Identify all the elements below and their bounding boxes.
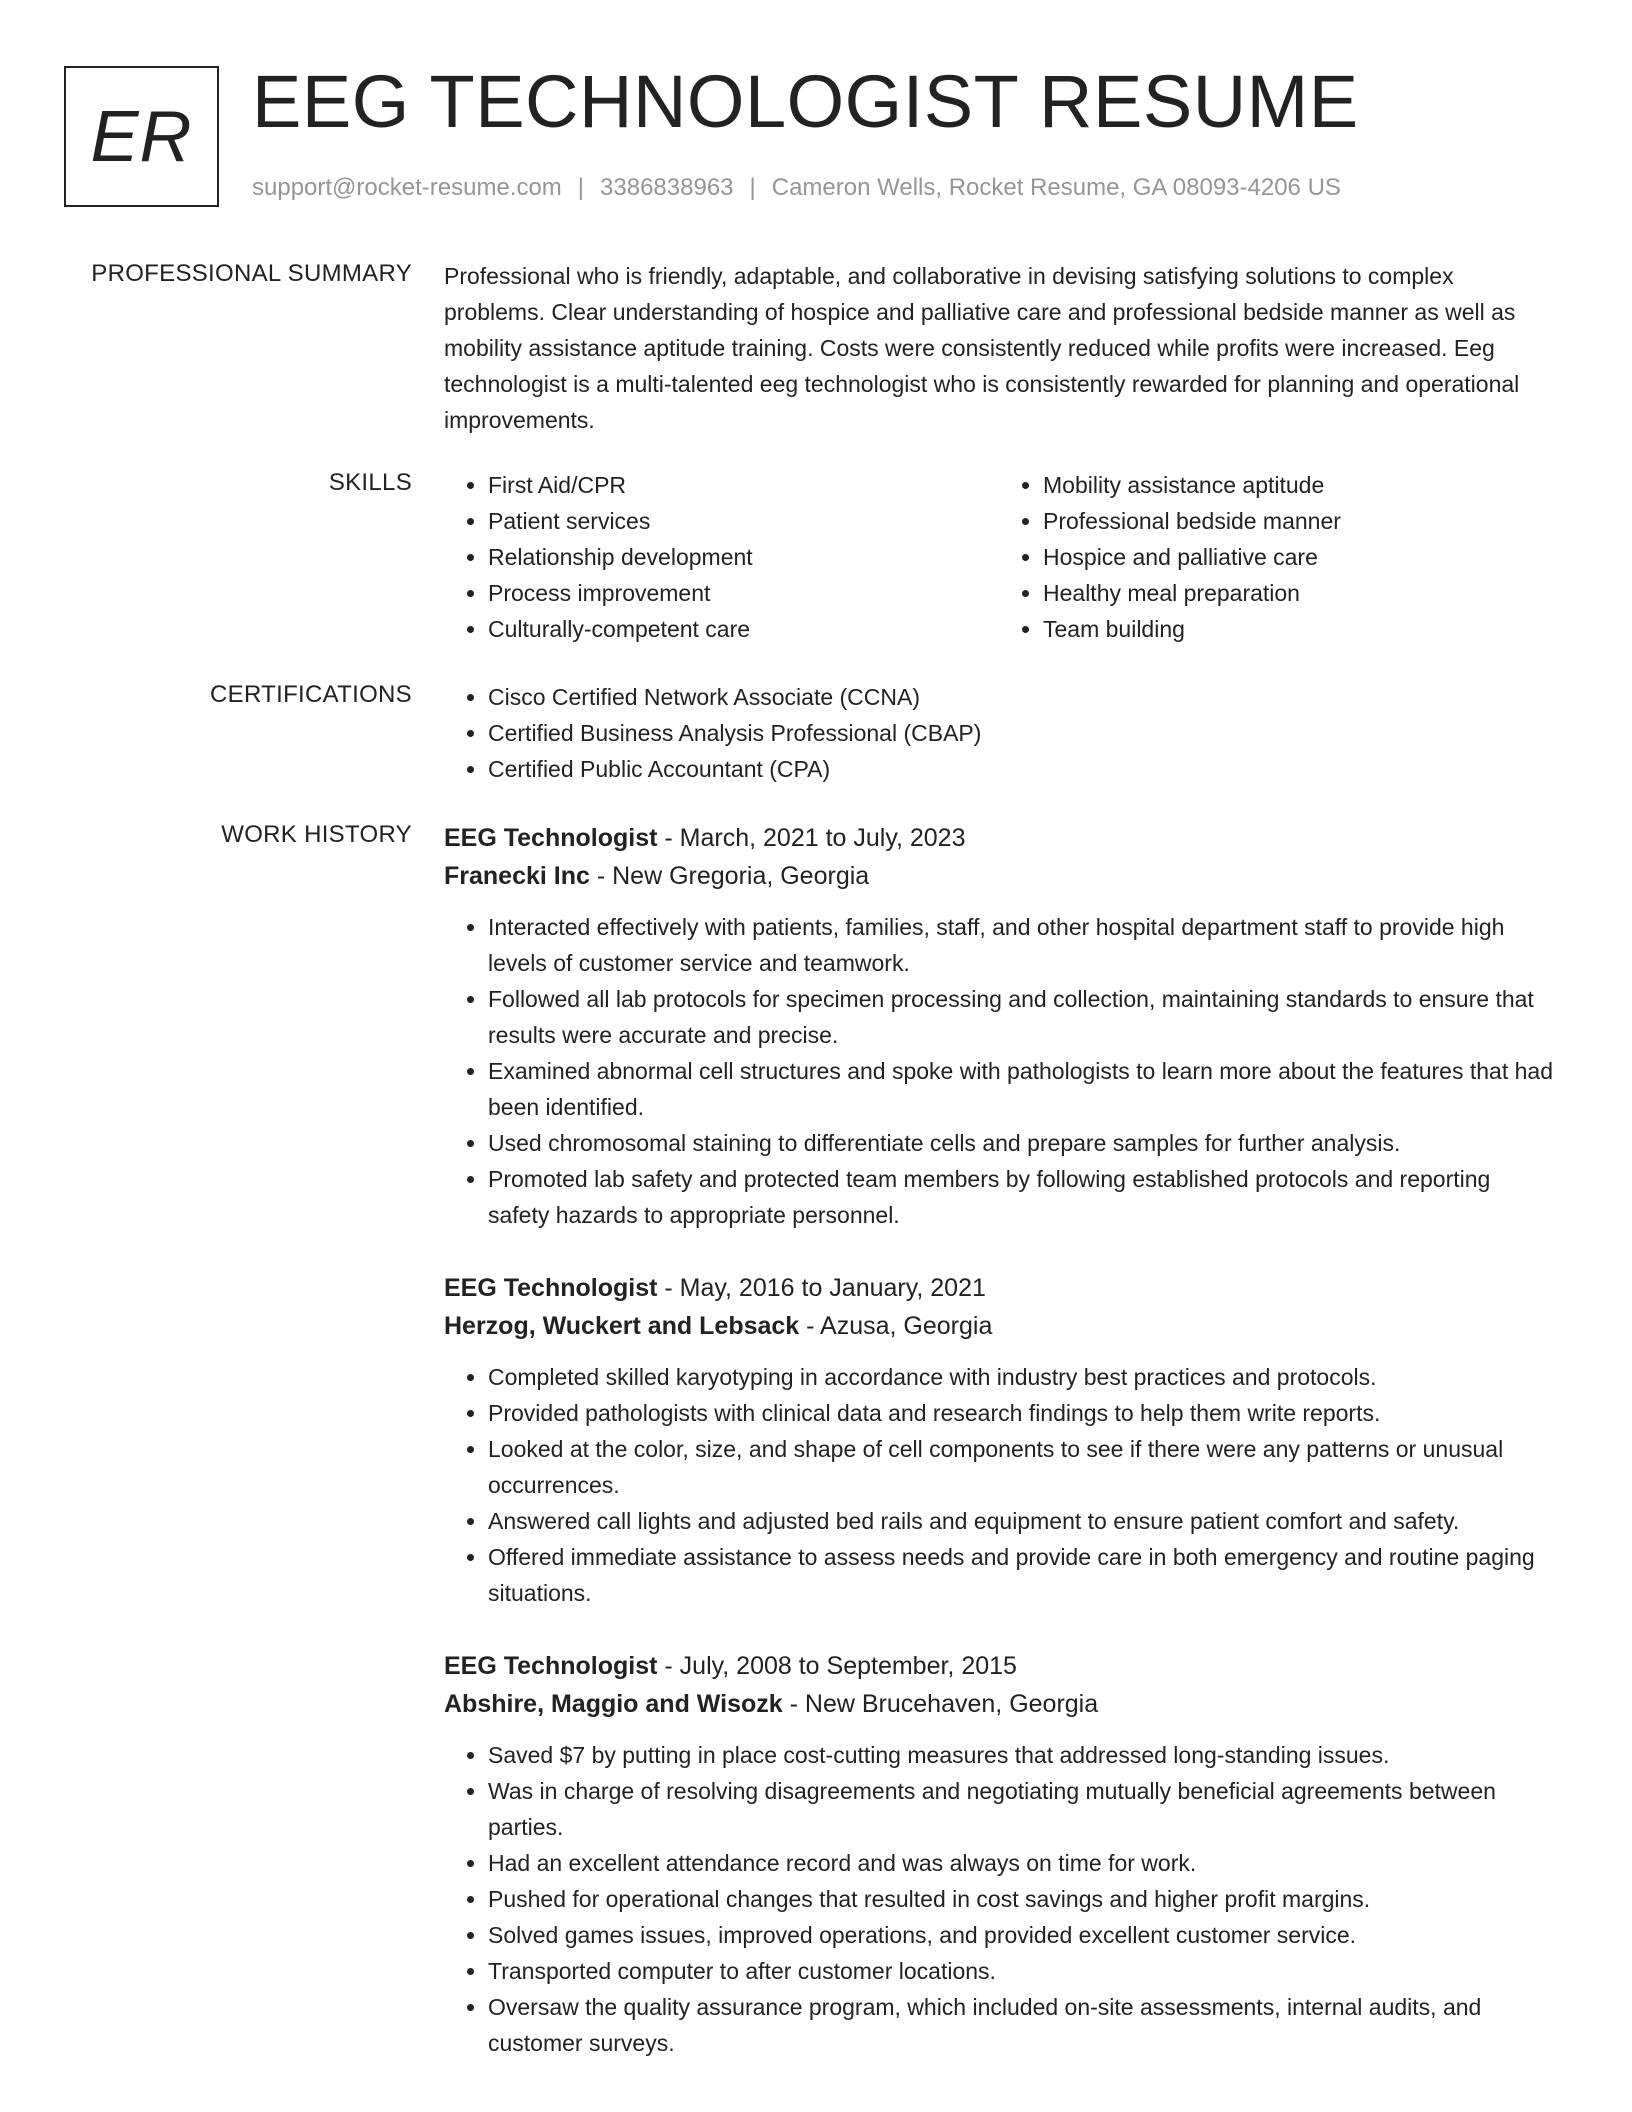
job-company: Franecki Inc bbox=[444, 862, 590, 890]
skills-list-right bbox=[999, 467, 1554, 647]
list-item: • Team building bbox=[1043, 611, 1554, 647]
list-item: • Process improvement bbox=[488, 575, 999, 611]
work-history-body bbox=[444, 819, 1554, 2097]
job-entry bbox=[444, 1647, 1554, 2061]
job-location: - Azusa, Georgia bbox=[799, 1312, 993, 1340]
job-location: - New Gregoria, Georgia bbox=[589, 862, 870, 890]
list-item: • Examined abnormal cell structures and spoke with pathologists to learn more about the features that had been identified. bbox=[488, 1053, 1554, 1125]
list-item: • Healthy meal preparation bbox=[1043, 575, 1554, 611]
job-location: - New Brucehaven, Georgia bbox=[782, 1690, 1099, 1718]
list-item: • First Aid/CPR bbox=[488, 467, 999, 503]
job-company-line bbox=[444, 1307, 1554, 1345]
contact-email: support@rocket-resume.com bbox=[252, 174, 562, 201]
list-item: • Promoted lab safety and protected team members by following established protocols and reporting safety hazards to appropriate personnel. bbox=[488, 1161, 1554, 1233]
list-item: • Oversaw the quality assurance program, which included on-site assessments, internal audits, and customer surveys. bbox=[488, 1989, 1554, 2061]
list-item: • Hospice and palliative care bbox=[1043, 539, 1554, 575]
job-entry bbox=[444, 819, 1554, 1233]
list-item: • Saved $7 by putting in place cost-cutting measures that addressed long-standing issues. bbox=[488, 1737, 1554, 1773]
list-item: • Offered immediate assistance to assess needs and provide care in both emergency and routine paging situations. bbox=[488, 1539, 1554, 1611]
job-company-line bbox=[444, 1685, 1554, 1723]
list-item: • Looked at the color, size, and shape of cell components to see if there were any patterns or unusual occurrences. bbox=[488, 1431, 1554, 1503]
job-dates: - May, 2016 to January, 2021 bbox=[657, 1274, 986, 1302]
summary-body bbox=[444, 258, 1554, 438]
list-item: • Solved games issues, improved operations, and provided excellent customer service. bbox=[488, 1917, 1554, 1953]
list-item: • Pushed for operational changes that resulted in cost savings and higher profit margins. bbox=[488, 1881, 1554, 1917]
section-label-summary: PROFESSIONAL SUMMARY bbox=[91, 260, 412, 287]
section-label-skills: SKILLS bbox=[328, 469, 412, 496]
resume-title: EEG TECHNOLOGIST RESUME bbox=[252, 60, 1359, 143]
job-title: EEG Technologist bbox=[444, 1652, 658, 1680]
job-title-line bbox=[444, 819, 1554, 857]
list-item: • Answered call lights and adjusted bed rails and equipment to ensure patient comfort and safety. bbox=[488, 1503, 1554, 1539]
job-bullets bbox=[444, 909, 1554, 1233]
summary-text: Professional who is friendly, adaptable, and collaborative in devising satisfying solutions to complex problems. Clear understanding of hospice and palliative care and professional bedside manner as well as mobility assistance aptitude training. Costs were consistently reduced while profits were increased. Eeg technologist is a multi-talented eeg technologist who is consistently rewarded for planning and operational improvements. bbox=[444, 263, 1520, 433]
contact-separator: | bbox=[749, 174, 756, 201]
section-label-certifications: CERTIFICATIONS bbox=[210, 681, 412, 708]
contact-line bbox=[252, 174, 1341, 202]
list-item: • Followed all lab protocols for specimen processing and collection, maintaining standards to ensure that results were accurate and precise. bbox=[488, 981, 1554, 1053]
job-company: Abshire, Maggio and Wisozk bbox=[444, 1690, 783, 1718]
list-item: • Was in charge of resolving disagreements and negotiating mutually beneficial agreements between parties. bbox=[488, 1773, 1554, 1845]
job-title: EEG Technologist bbox=[444, 1274, 658, 1302]
section-label-work-history: WORK HISTORY bbox=[221, 821, 412, 848]
job-bullets bbox=[444, 1359, 1554, 1611]
job-bullets bbox=[444, 1737, 1554, 2061]
job-company-line bbox=[444, 857, 1554, 895]
job-company: Herzog, Wuckert and Lebsack bbox=[444, 1312, 800, 1340]
list-item: • Used chromosomal staining to differentiate cells and prepare samples for further analysis. bbox=[488, 1125, 1554, 1161]
list-item: • Transported computer to after customer locations. bbox=[488, 1953, 1554, 1989]
contact-address: Cameron Wells, Rocket Resume, GA 08093-4206 US bbox=[771, 174, 1341, 201]
job-title-line bbox=[444, 1269, 1554, 1307]
job-dates: - March, 2021 to July, 2023 bbox=[657, 824, 966, 852]
list-item: • Interacted effectively with patients, families, staff, and other hospital department staff to provide high levels of customer service and teamwork. bbox=[488, 909, 1554, 981]
list-item: • Certified Business Analysis Professional (CBAP) bbox=[488, 715, 1554, 751]
certifications-list bbox=[444, 679, 1554, 787]
list-item: • Had an excellent attendance record and was always on time for work. bbox=[488, 1845, 1554, 1881]
monogram-initials: ER bbox=[90, 96, 193, 177]
job-entry bbox=[444, 1269, 1554, 1611]
contact-separator: | bbox=[577, 174, 585, 201]
list-item: • Certified Public Accountant (CPA) bbox=[488, 751, 1554, 787]
job-title-line bbox=[444, 1647, 1554, 1685]
list-item: • Provided pathologists with clinical data and research findings to help them write reports. bbox=[488, 1395, 1554, 1431]
skills-list-left bbox=[444, 467, 999, 647]
job-dates: - July, 2008 to September, 2015 bbox=[657, 1652, 1017, 1680]
list-item: • Culturally-competent care bbox=[488, 611, 999, 647]
list-item: • Patient services bbox=[488, 503, 999, 539]
job-title: EEG Technologist bbox=[444, 824, 658, 852]
monogram-box bbox=[64, 66, 219, 207]
list-item: • Completed skilled karyotyping in accordance with industry best practices and protocols. bbox=[488, 1359, 1554, 1395]
list-item: • Mobility assistance aptitude bbox=[1043, 467, 1554, 503]
contact-phone: 3386838963 bbox=[600, 174, 734, 201]
skills-grid bbox=[444, 467, 1554, 647]
certifications-body bbox=[444, 679, 1554, 787]
list-item: • Cisco Certified Network Associate (CCNA) bbox=[488, 679, 1554, 715]
list-item: • Professional bedside manner bbox=[1043, 503, 1554, 539]
list-item: • Relationship development bbox=[488, 539, 999, 575]
